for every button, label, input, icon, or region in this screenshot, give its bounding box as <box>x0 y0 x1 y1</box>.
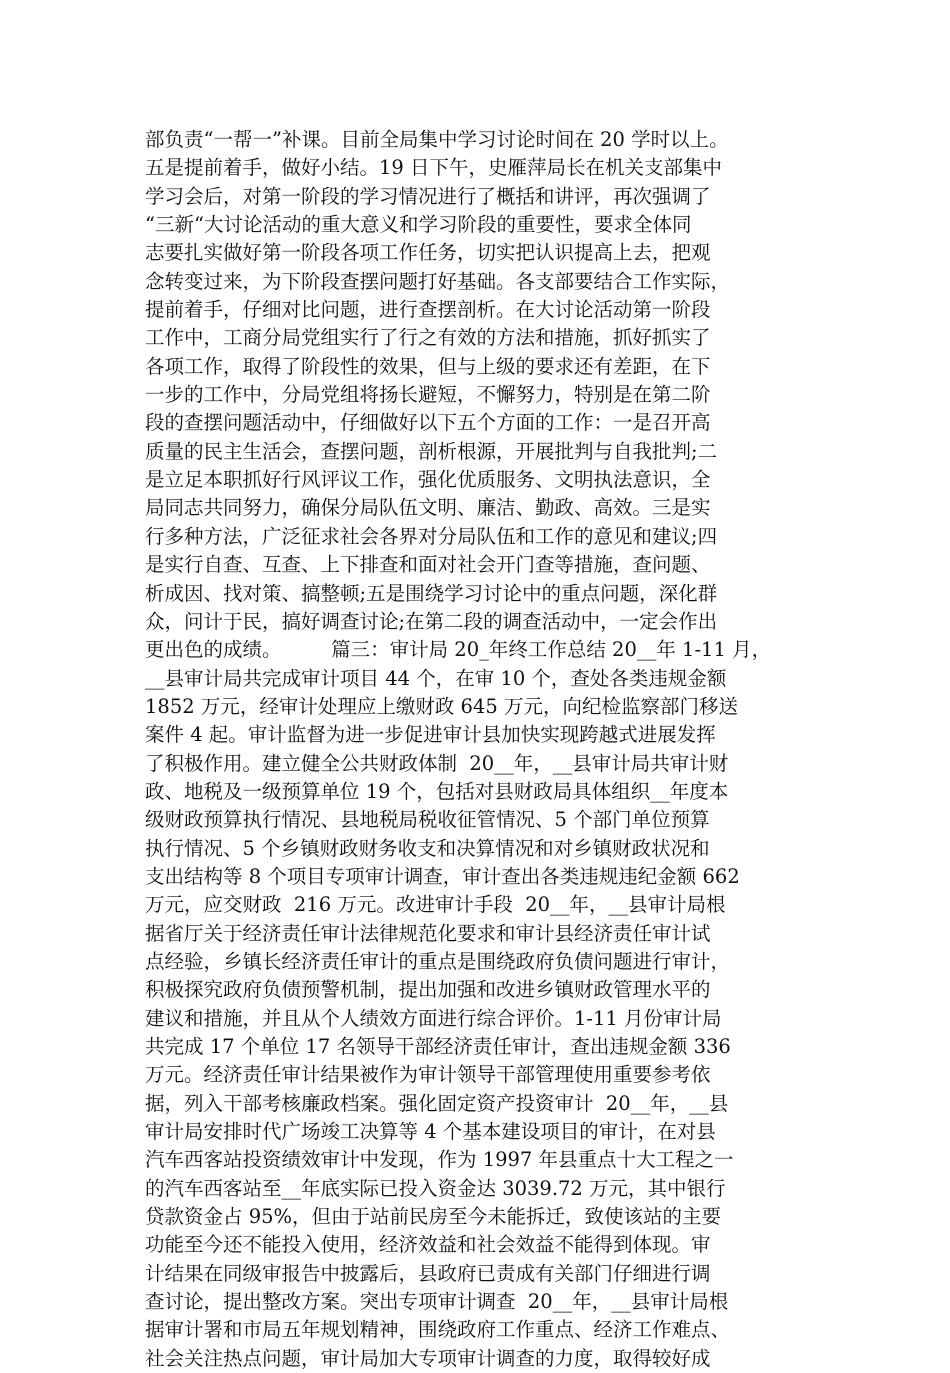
text-line: 计结果在同级审报告中披露后，县政府已责成有关部门仔细进行调 <box>145 1261 711 1285</box>
text-line: 建议和措施，并且从个人绩效方面进行综合评价。1-11 月份审计局 <box>145 1006 722 1030</box>
text-line: 众，问计于民，搞好调查讨论;在第二段的调查活动中，一定会作出 <box>145 609 718 633</box>
text-line: 据审计署和市局五年规划精神，围绕政府工作重点、经济工作难点、 <box>145 1318 731 1342</box>
text-line: 万元，应交财政 216 万元。改进审计手段 20__年，__县审计局根 <box>145 893 726 917</box>
text-line: 据省厅关于经济责任审计法律规范化要求和审计县经济责任审计试 <box>145 921 711 945</box>
text-line: 据，列入干部考核廉政档案。强化固定资产投资审计 20__年，__县 <box>145 1091 729 1115</box>
text-line: 提前着手，仔细对比问题，进行查摆剖析。在大讨论活动第一阶段 <box>145 298 711 322</box>
text-line: 析成因、找对策、搞整顿;五是围绕学习讨论中的重点问题，深化群 <box>145 581 718 605</box>
text-line: 部负责“一帮一”补课。目前全局集中学习讨论时间在 20 学时以上。 <box>145 128 729 151</box>
text-line: 念转变过来，为下阶段查摆问题打好基础。各支部要结合工作实际， <box>145 269 731 293</box>
text-line: 工作中，工商分局党组实行了行之有效的方法和措施，抓好抓实了 <box>145 326 711 350</box>
text-line: 社会关注热点问题，审计局加大专项审计调查的力度，取得较好成 <box>145 1346 711 1370</box>
text-line: 级财政预算执行情况、县地税局税收征管情况、5 个部门单位预算 <box>145 808 710 832</box>
text-line: 功能至今还不能投入使用，经济效益和社会效益不能得到体现。审 <box>145 1233 711 1257</box>
text-line: 是实行自查、互查、上下排查和面对社会开门查等措施，查问题、 <box>145 553 711 577</box>
text-line: 贷款资金占 95%，但由于站前民房至今未能拆迁，致使该站的主要 <box>145 1205 722 1229</box>
text-line: 质量的民主生活会，查摆问题，剖析根源，开展批判与自我批判;二 <box>145 439 718 463</box>
text-line: 共完成 17 个单位 17 名领导干部经济责任审计，查出违规金额 336 <box>145 1035 731 1058</box>
document-body <box>145 126 835 1373</box>
text-line: 政、地税及一级预算单位 19 个，包括对县财政局具体组织__年度本 <box>145 779 729 803</box>
text-line: 学习会后，对第一阶段的学习情况进行了概括和讲评，再次强调了 <box>145 184 711 208</box>
text-line: 局同志共同努力，确保分局队伍文明、廉洁、勤政、高效。三是实 <box>145 496 711 520</box>
text-line: “三新“大讨论活动的重大意义和学习阶段的重要性，要求全体同 <box>145 213 692 237</box>
text-line: 五是提前着手，做好小结。19 日下午，史雁萍局长在机关支部集中 <box>145 156 723 180</box>
text-line: 汽车西客站投资绩效审计中发现，作为 1997 年县重点十大工程之一 <box>145 1148 734 1172</box>
text-line: 案件 4 起。审计监督为进一步促进审计县加快实现跨越式进展发挥 <box>145 723 716 747</box>
text-line: 段的查摆问题活动中，仔细做好以下五个方面的工作：一是召开高 <box>145 411 711 435</box>
text-line: 是立足本职抓好行风评议工作，强化优质服务、文明执法意识，全 <box>145 468 711 492</box>
text-line: 查讨论，提出整改方案。突出专项审计调查 20__年，__县审计局根 <box>145 1290 729 1314</box>
text-line: 1852 万元，经审计处理应上缴财政 645 万元，向纪检监察部门移送 <box>145 694 738 718</box>
text-line: 万元。经济责任审计结果被作为审计领导干部管理使用重要参考依 <box>145 1063 711 1087</box>
text-line: 一步的工作中，分局党组将扬长避短，不懈努力，特别是在第二阶 <box>145 383 711 407</box>
text-line: 审计局安排时代广场竣工决算等 4 个基本建设项目的审计，在对县 <box>145 1120 716 1144</box>
text-line: 各项工作，取得了阶段性的效果，但与上级的要求还有差距，在下 <box>145 354 711 378</box>
text-line: 行多种方法，广泛征求社会各界对分局队伍和工作的意见和建议;四 <box>145 524 718 548</box>
text-line: 执行情况、5 个乡镇财政财务收支和决算情况和对乡镇财政状况和 <box>145 836 710 860</box>
text-line: 的汽车西客站至__年底实际已投入资金达 3039.72 万元，其中银行 <box>145 1176 726 1200</box>
text-line: 志要扎实做好第一阶段各项工作任务，切实把认识提高上去，把观 <box>145 241 711 265</box>
text-line: 了积极作用。建立健全公共财政体制 20__年，__县审计局共审计财 <box>145 751 729 775</box>
text-line: 更出色的成绩。 篇三：审计局 20_年终工作总结 20__年 1-11 月， <box>145 638 772 662</box>
text-line: __县审计局共完成审计项目 44 个，在审 10 个，查处各类违规金额 <box>145 666 727 690</box>
text-line: 点经验，乡镇长经济责任审计的重点是围绕政府负债问题进行审计， <box>145 949 731 973</box>
text-line: 支出结构等 8 个项目专项审计调查，审计查出各类违规违纪金额 662 <box>145 864 740 888</box>
text-line: 积极探究政府负债预警机制，提出加强和改进乡镇财政管理水平的 <box>145 978 711 1002</box>
